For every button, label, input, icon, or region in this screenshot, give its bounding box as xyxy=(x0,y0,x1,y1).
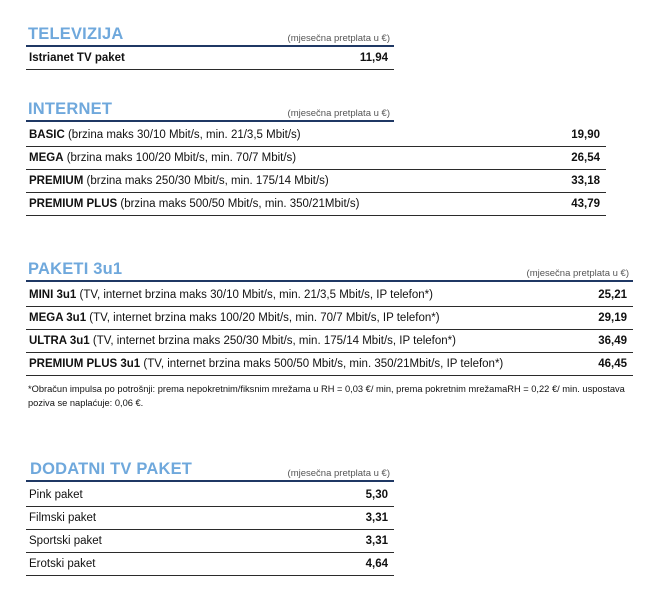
row-price: 19,90 xyxy=(571,129,600,141)
row-description: (brzina maks 250/30 Mbit/s, min. 175/14 Mbit/s) xyxy=(83,175,329,187)
row-name: Sportski paket xyxy=(29,535,102,547)
row-price: 43,79 xyxy=(571,198,600,210)
row-price: 29,19 xyxy=(598,312,627,324)
table-row xyxy=(26,553,394,576)
row-price: 3,31 xyxy=(365,535,388,547)
row-name: PREMIUM PLUS 3u1 xyxy=(29,358,141,370)
section-note: (mjesečna pretplata u €) xyxy=(526,268,629,279)
table-row xyxy=(26,507,394,530)
section-header xyxy=(26,25,394,45)
section-note: (mjesečna pretplata u €) xyxy=(287,108,390,119)
section-title: TELEVIZIJA xyxy=(28,25,124,43)
table-row xyxy=(26,193,606,216)
row-name: MINI 3u1 xyxy=(29,289,77,301)
row-name: PREMIUM xyxy=(29,175,84,187)
section-note: (mjesečna pretplata u €) xyxy=(287,468,390,479)
table-row xyxy=(26,284,633,307)
section-note: (mjesečna pretplata u €) xyxy=(287,33,390,44)
row-price: 25,21 xyxy=(598,289,627,301)
row-description: (brzina maks 500/50 Mbit/s, min. 350/21Mbit/s) xyxy=(117,198,360,210)
table-row xyxy=(26,124,606,147)
footnote: *Obračun impulsa po potrošnji: prema nepokretnim/fiksnim mrežama u RH = 0,03 €/ min, prema pokretnim mrežamaRH = 0,22 €/ min. uspostava poziva se naplaćuje: 0,06 €. xyxy=(28,384,625,408)
row-description: (brzina maks 100/20 Mbit/s, min. 70/7 Mbit/s) xyxy=(63,152,297,164)
section-header xyxy=(26,100,394,120)
table-row xyxy=(26,353,633,376)
row-description: (TV, internet brzina maks 500/50 Mbit/s, min. 350/21Mbit/s, IP telefon*) xyxy=(140,358,504,370)
table-row xyxy=(26,147,606,170)
table-row xyxy=(26,330,633,353)
row-price: 5,30 xyxy=(365,489,388,501)
row-price: 33,18 xyxy=(571,175,600,187)
row-price: 4,64 xyxy=(365,558,388,570)
row-name: PREMIUM PLUS xyxy=(29,198,118,210)
section-title: PAKETI 3u1 xyxy=(28,260,123,278)
section-televizija xyxy=(26,25,394,70)
row-name: Pink paket xyxy=(29,489,83,501)
table-row xyxy=(26,47,394,70)
table-row xyxy=(26,307,633,330)
row-name: ULTRA 3u1 xyxy=(29,335,90,347)
section-title: DODATNI TV PAKET xyxy=(30,460,193,478)
section-title: INTERNET xyxy=(28,100,113,118)
row-name: MEGA xyxy=(29,152,64,164)
row-price: 3,31 xyxy=(365,512,388,524)
row-price: 11,94 xyxy=(359,52,388,64)
section-header xyxy=(26,260,633,280)
row-price: 46,45 xyxy=(598,358,627,370)
row-name: Erotski paket xyxy=(29,558,96,570)
table-row xyxy=(26,484,394,507)
table-row xyxy=(26,170,606,193)
section-dodatni-tv-paket xyxy=(26,460,394,576)
row-price: 26,54 xyxy=(571,152,600,164)
section-paketi-3u1 xyxy=(26,260,633,376)
row-name: MEGA 3u1 xyxy=(29,312,87,324)
row-description: (TV, internet brzina maks 250/30 Mbit/s, min. 175/14 Mbit/s, IP telefon*) xyxy=(89,335,456,347)
row-description: (TV, internet brzina maks 100/20 Mbit/s, min. 70/7 Mbit/s, IP telefon*) xyxy=(86,312,440,324)
row-name: Istrianet TV paket xyxy=(29,52,125,64)
row-description: (TV, internet brzina maks 30/10 Mbit/s, min. 21/3,5 Mbit/s, IP telefon*) xyxy=(76,289,433,301)
row-price: 36,49 xyxy=(598,335,627,347)
row-description: (brzina maks 30/10 Mbit/s, min. 21/3,5 Mbit/s) xyxy=(64,129,301,141)
row-name: Filmski paket xyxy=(29,512,97,524)
row-name: BASIC xyxy=(29,129,65,141)
table-row xyxy=(26,530,394,553)
section-internet xyxy=(26,100,606,216)
section-header xyxy=(26,460,394,480)
